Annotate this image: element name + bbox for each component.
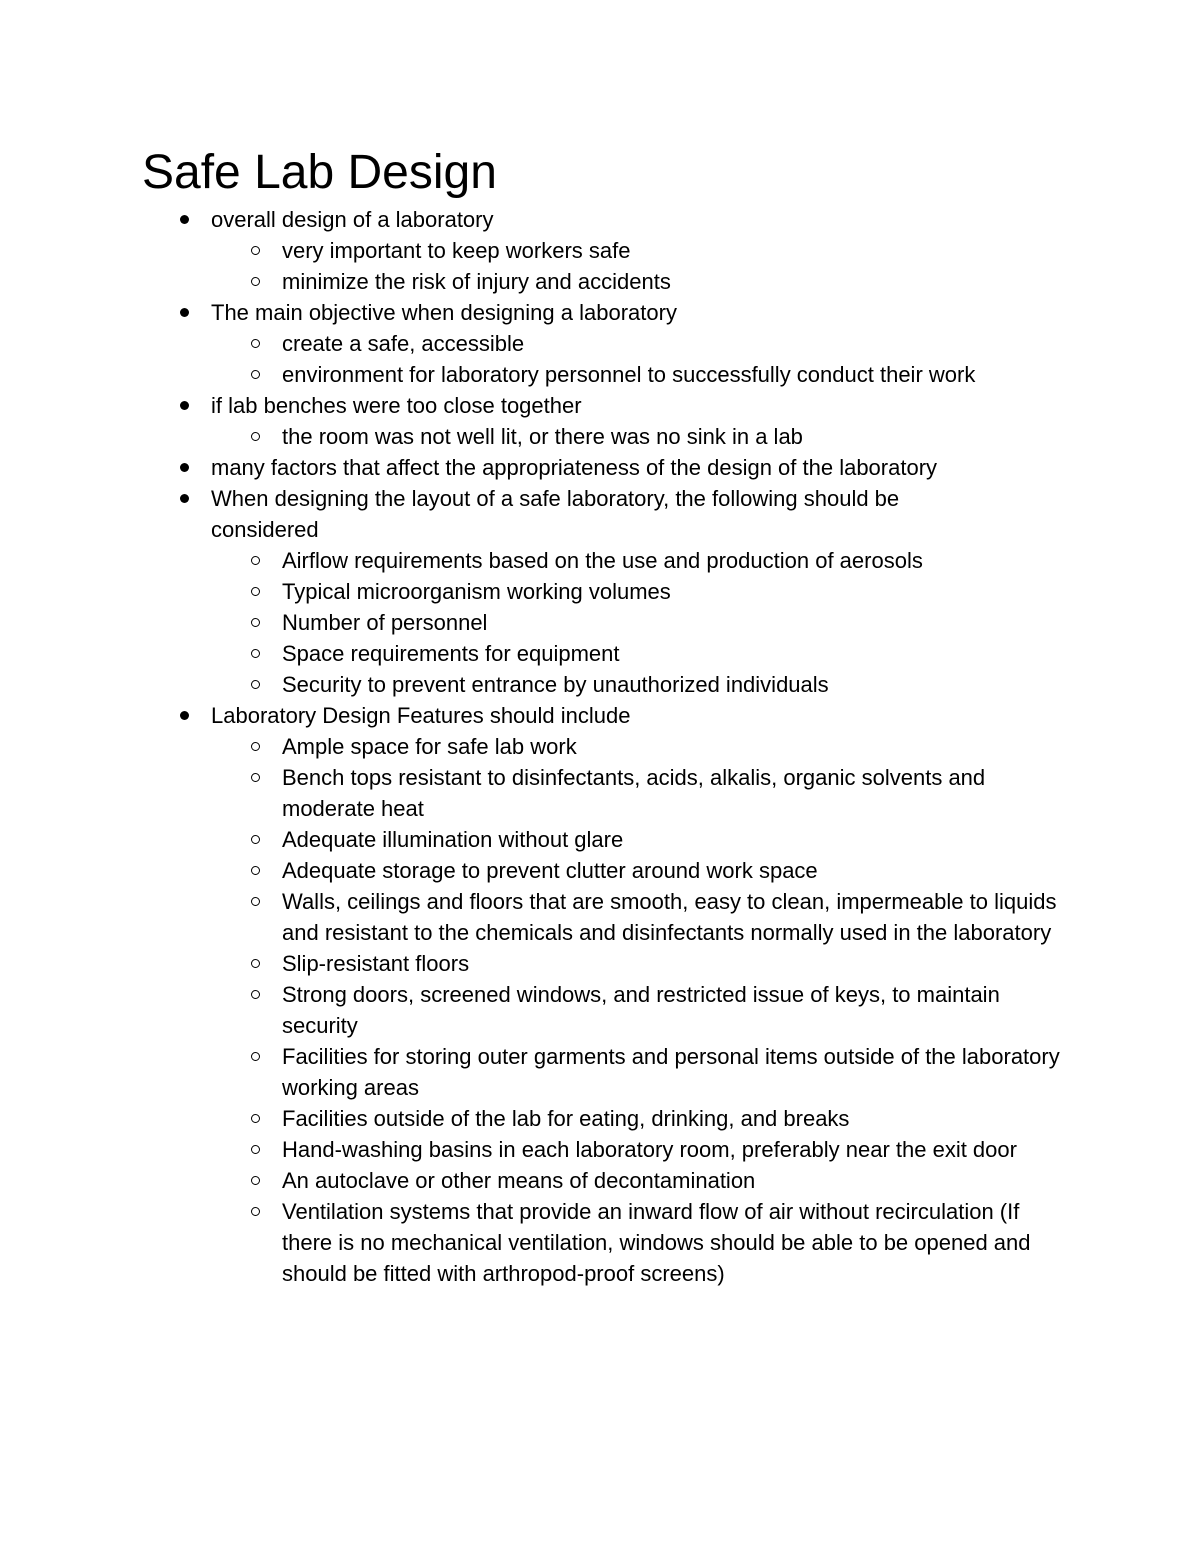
list-item — [0, 297, 1200, 390]
sub-list — [0, 731, 1200, 1289]
bullet-circle-icon — [251, 339, 260, 348]
sub-list-item-text: create a safe, accessible — [282, 331, 525, 356]
bullet-list — [0, 204, 1200, 1289]
bullet-disc-icon — [180, 215, 189, 224]
sub-list — [0, 328, 1200, 390]
sub-list-item-text: Facilities for storing outer garments and personal items outside of the laboratory working areas — [282, 1044, 1060, 1100]
sub-list-item-text: the room was not well lit, or there was no sink in a lab — [282, 424, 803, 449]
sub-list-item — [0, 731, 1200, 762]
bullet-circle-icon — [251, 587, 260, 596]
list-item — [0, 452, 1200, 483]
sub-list-item — [0, 886, 1200, 948]
sub-list-item-text: minimize the risk of injury and accidents — [282, 269, 671, 294]
sub-list-item-text: Ample space for safe lab work — [282, 734, 577, 759]
bullet-circle-icon — [251, 618, 260, 627]
sub-list-item — [0, 359, 1200, 390]
bullet-circle-icon — [251, 897, 260, 906]
sub-list-item-text: Airflow requirements based on the use and production of aerosols — [282, 548, 923, 573]
bullet-circle-icon — [251, 1207, 260, 1216]
sub-list-item — [0, 824, 1200, 855]
sub-list-item — [0, 1134, 1200, 1165]
bullet-circle-icon — [251, 556, 260, 565]
sub-list-item — [0, 855, 1200, 886]
bullet-circle-icon — [251, 432, 260, 441]
sub-list-item-text: very important to keep workers safe — [282, 238, 631, 263]
list-item-text: if lab benches were too close together — [211, 393, 582, 418]
list-item-text: overall design of a laboratory — [211, 207, 494, 232]
bullet-circle-icon — [251, 649, 260, 658]
sub-list-item-text: Hand-washing basins in each laboratory room, preferably near the exit door — [282, 1137, 1017, 1162]
sub-list — [0, 235, 1200, 297]
sub-list-item-text: Slip-resistant floors — [282, 951, 470, 976]
sub-list-item — [0, 607, 1200, 638]
list-item — [0, 483, 1200, 700]
bullet-circle-icon — [251, 1145, 260, 1154]
sub-list-item — [0, 1103, 1200, 1134]
bullet-circle-icon — [251, 246, 260, 255]
sub-list-item-text: environment for laboratory personnel to successfully conduct their work — [282, 362, 976, 387]
bullet-circle-icon — [251, 990, 260, 999]
list-item — [0, 204, 1200, 297]
sub-list-item-text: Number of personnel — [282, 610, 488, 635]
bullet-circle-icon — [251, 959, 260, 968]
sub-list-item-text: Space requirements for equipment — [282, 641, 620, 666]
page-title: Safe Lab Design — [142, 146, 497, 199]
bullet-circle-icon — [251, 370, 260, 379]
sub-list-item — [0, 762, 1200, 824]
bullet-circle-icon — [251, 742, 260, 751]
sub-list-item — [0, 328, 1200, 359]
list-item — [0, 700, 1200, 1289]
sub-list-item-text: Ventilation systems that provide an inward flow of air without recirculation (If there is no mechanical ventilation, windows should be able to be opened and should be fitted with arthropod-proof screens) — [282, 1199, 1031, 1286]
sub-list-item — [0, 545, 1200, 576]
sub-list-item — [0, 576, 1200, 607]
bullet-disc-icon — [180, 463, 189, 472]
sub-list-item-text: Strong doors, screened windows, and restricted issue of keys, to maintain security — [282, 982, 1000, 1038]
sub-list — [0, 421, 1200, 452]
bullet-circle-icon — [251, 680, 260, 689]
sub-list-item-text: Facilities outside of the lab for eating, drinking, and breaks — [282, 1106, 850, 1131]
sub-list-item — [0, 979, 1200, 1041]
bullet-circle-icon — [251, 835, 260, 844]
bullet-disc-icon — [180, 308, 189, 317]
sub-list-item — [0, 266, 1200, 297]
list-item-text: many factors that affect the appropriateness of the design of the laboratory — [211, 455, 938, 480]
sub-list-item — [0, 948, 1200, 979]
list-item-text: Laboratory Design Features should include — [211, 703, 631, 728]
list-item-text: The main objective when designing a laboratory — [211, 300, 677, 325]
sub-list-item — [0, 638, 1200, 669]
sub-list-item — [0, 1196, 1200, 1289]
bullet-circle-icon — [251, 1114, 260, 1123]
sub-list-item — [0, 1041, 1200, 1103]
bullet-circle-icon — [251, 1052, 260, 1061]
sub-list-item-text: Adequate storage to prevent clutter around work space — [282, 858, 818, 883]
bullet-disc-icon — [180, 711, 189, 720]
sub-list-item — [0, 669, 1200, 700]
bullet-circle-icon — [251, 866, 260, 875]
sub-list-item-text: Typical microorganism working volumes — [282, 579, 671, 604]
bullet-circle-icon — [251, 1176, 260, 1185]
sub-list-item — [0, 421, 1200, 452]
sub-list-item-text: Bench tops resistant to disinfectants, acids, alkalis, organic solvents and moderate heat — [282, 765, 986, 821]
bullet-circle-icon — [251, 773, 260, 782]
sub-list-item — [0, 235, 1200, 266]
sub-list-item-text: An autoclave or other means of decontamination — [282, 1168, 756, 1193]
bullet-circle-icon — [251, 277, 260, 286]
sub-list-item-text: Security to prevent entrance by unauthorized individuals — [282, 672, 829, 697]
bullet-disc-icon — [180, 494, 189, 503]
sub-list-item-text: Walls, ceilings and floors that are smooth, easy to clean, impermeable to liquids and resistant to the chemicals and disinfectants normally used in the laboratory — [282, 889, 1057, 945]
list-item-text: When designing the layout of a safe laboratory, the following should be considered — [211, 486, 900, 542]
sub-list — [0, 545, 1200, 700]
sub-list-item-text: Adequate illumination without glare — [282, 827, 624, 852]
bullet-disc-icon — [180, 401, 189, 410]
sub-list-item — [0, 1165, 1200, 1196]
list-item — [0, 390, 1200, 452]
